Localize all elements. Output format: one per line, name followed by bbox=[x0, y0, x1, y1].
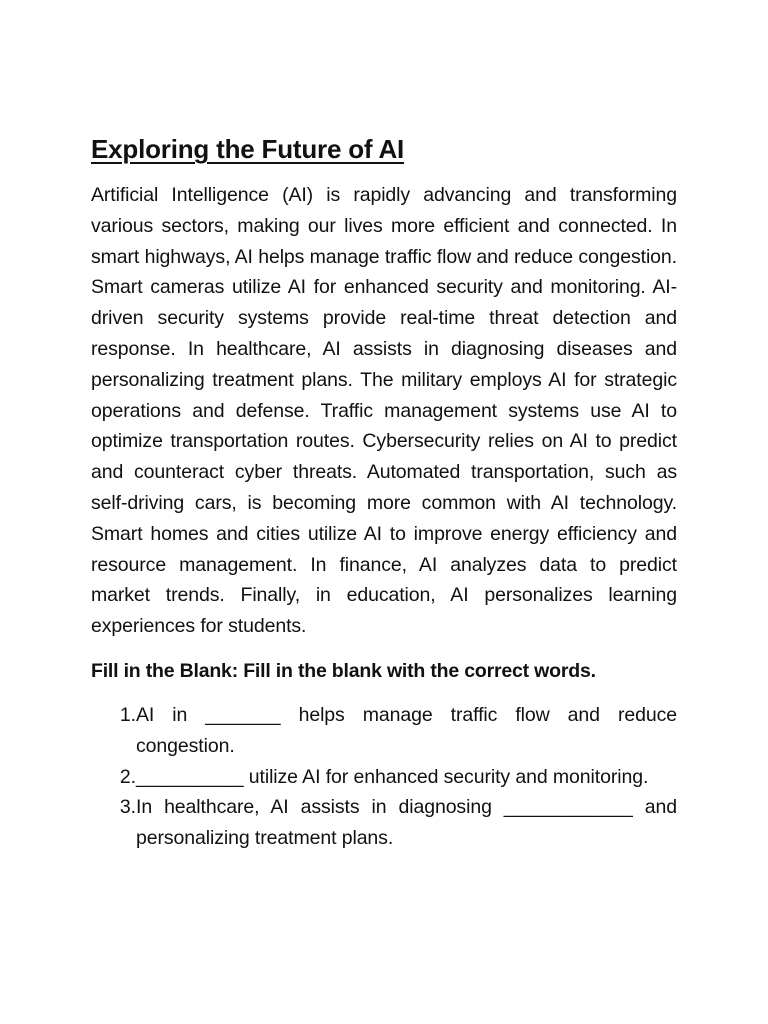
instruction-heading: Fill in the Blank: Fill in the blank with the correct words. bbox=[91, 659, 596, 682]
question-text: In healthcare, AI assists in diagnosing ____________ and personalizing treatment plans. bbox=[136, 796, 677, 850]
worksheet-page bbox=[91, 132, 677, 854]
question-number: 2. bbox=[119, 765, 136, 788]
question-list bbox=[91, 700, 677, 854]
question-number: 3. bbox=[119, 796, 136, 819]
question-text: __________ utilize AI for enhanced security and monitoring. bbox=[136, 765, 649, 788]
question-item bbox=[91, 700, 677, 762]
question-item bbox=[91, 762, 677, 793]
question-item bbox=[91, 792, 677, 854]
question-number: 1. bbox=[119, 703, 136, 726]
intro-paragraph: Artificial Intelligence (AI) is rapidly advancing and transforming various sectors, making our lives more efficient and connected. In smart highways, AI helps manage traffic flow and reduce congestion. Smart cameras utilize AI for enhanced security and monitoring. AI-driven security systems provide real-time threat detection and response. In healthcare, AI assists in diagnosing diseases and personalizing treatment plans. The military employs AI for strategic operations and defense. Traffic management systems use AI to optimize transportation routes. Cybersecurity relies on AI to predict and counteract cyber threats. Automated transportation, such as self-driving cars, is becoming more common with AI technology. Smart homes and cities utilize AI to improve energy efficiency and resource management. In finance, AI analyzes data to predict market trends. Finally, in education, AI personalizes learning experiences for students. bbox=[91, 184, 677, 638]
document-title: Exploring the Future of AI bbox=[91, 134, 405, 164]
question-text: AI in _______ helps manage traffic flow and reduce congestion. bbox=[136, 703, 677, 757]
